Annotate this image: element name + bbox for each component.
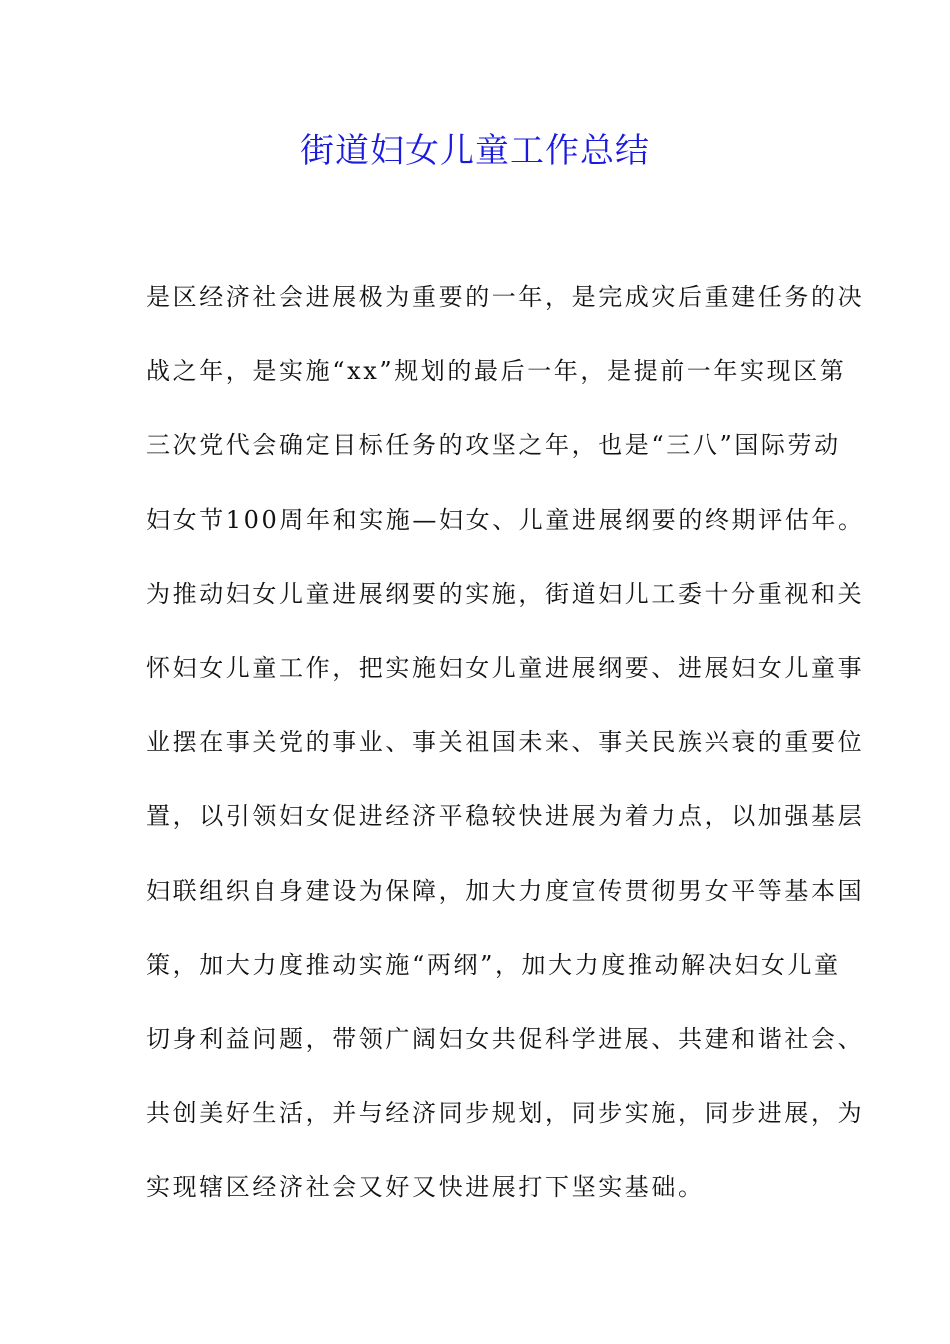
paragraph-1 (146, 260, 865, 557)
paragraph-line: 策，加大力度推动实施“两纲”，加大力度推动解决妇女儿童 (146, 950, 841, 979)
paragraph-line: 业摆在事关党的事业、事关祖国未来、事关民族兴衰的重要位 (146, 728, 865, 757)
paragraph-line: 妇女节100周年和实施—妇女、儿童进展纲要的终期评估年。 (146, 505, 865, 534)
paragraph-line: 三次党代会确定目标任务的攻坚之年，也是“三八”国际劳动 (146, 431, 841, 460)
paragraph-line: 共创美好生活，并与经济同步规划，同步实施，同步进展，为 (146, 1099, 865, 1128)
paragraph-line: 切身利益问题，带领广阔妇女共促科学进展、共建和谐社会、 (146, 1024, 865, 1053)
paragraph-line: 战之年，是实施“xx”规划的最后一年，是提前一年实现区第 (146, 357, 847, 386)
paragraph-line: 妇联组织自身建设为保障，加大力度宣传贯彻男女平等基本国 (146, 876, 865, 905)
paragraph-line: 是区经济社会进展极为重要的一年，是完成灾后重建任务的决 (146, 283, 865, 311)
paragraph-line: 置，以引领妇女促进经济平稳较快进展为着力点，以加强基层 (146, 802, 865, 831)
paragraph-line: 怀妇女儿童工作，把实施妇女儿童进展纲要、进展妇女儿童事 (146, 653, 865, 682)
document-title: 街道妇女儿童工作总结 (300, 131, 650, 171)
document-body (146, 260, 865, 1224)
paragraph-line: 实现辖区经济社会又好又快进展打下坚实基础。 (146, 1173, 705, 1202)
paragraph-2 (146, 557, 865, 1225)
paragraph-line: 为推动妇女儿童进展纲要的实施，街道妇儿工委十分重视和关 (146, 579, 865, 608)
